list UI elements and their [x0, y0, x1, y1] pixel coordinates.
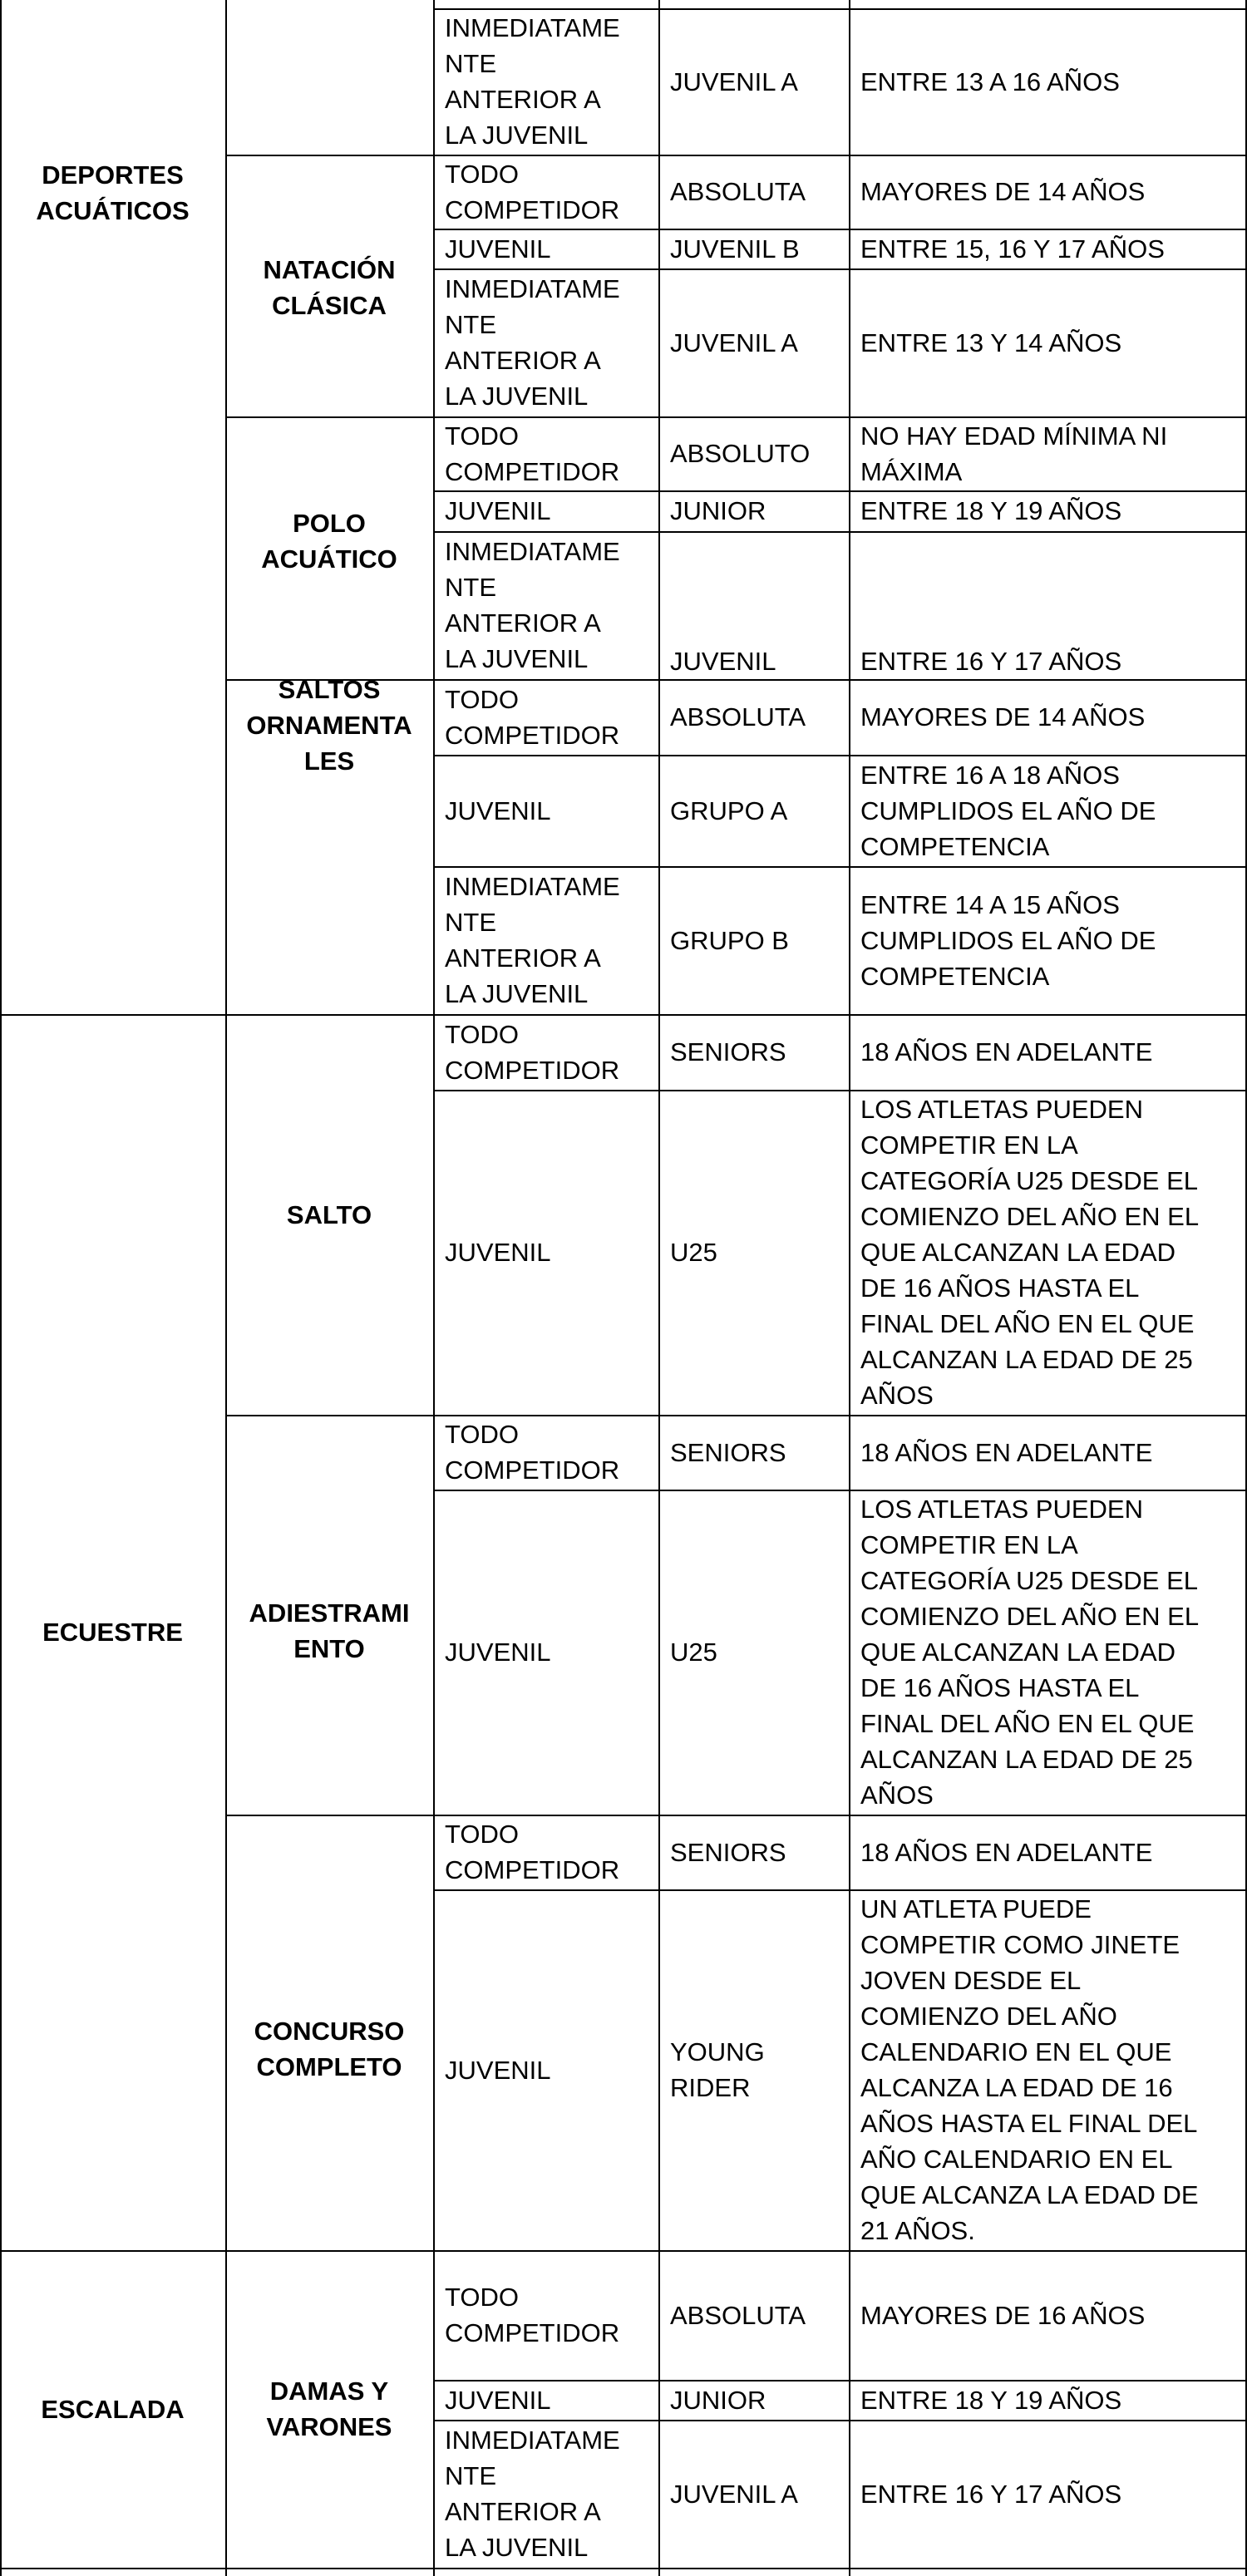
row-category-name [658, 755, 849, 866]
row-category-name-text: JUVENIL [670, 647, 776, 676]
row-age [849, 1090, 1247, 1415]
row-category-text: JUVENIL [445, 496, 551, 525]
row-category [433, 1415, 658, 1490]
row-category-name-text: U25 [670, 1638, 717, 1667]
row-age [849, 229, 1247, 268]
row-age [849, 416, 1247, 490]
row-category-name [658, 490, 849, 531]
row-age [849, 531, 1247, 679]
row-category-text: TODO COMPETIDOR [445, 1420, 620, 1485]
row-category-name [658, 2250, 849, 2380]
discipline-name [225, 2342, 433, 2475]
grid-hline-sport [0, 2568, 225, 2569]
row-age-text: ENTRE 13 Y 14 AÑOS [860, 328, 1122, 357]
row-category-name [658, 155, 849, 229]
row-category-text: JUVENIL [445, 2055, 551, 2085]
row-age-text: 18 AÑOS EN ADELANTE [860, 1837, 1153, 1867]
row-category-text: TODO COMPETIDOR [445, 1820, 620, 1884]
row-category-name [658, 2380, 849, 2420]
row-category [433, 531, 658, 679]
row-category-name-text: SENIORS [670, 1037, 786, 1066]
grid-hline-sport [0, 1014, 225, 1016]
row-age-text: ENTRE 16 A 18 AÑOS CUMPLIDOS EL AÑO DE COMPETENCIA [860, 760, 1156, 861]
row-age [849, 2420, 1247, 2568]
grid-hline-discipline [225, 1014, 433, 1016]
row-category-text: TODO COMPETIDOR [445, 1019, 620, 1085]
row-age-text: ENTRE 16 Y 17 AÑOS [860, 2479, 1122, 2509]
sport-name [0, 143, 225, 243]
row-category-text: INMEDIATAME NTE ANTERIOR A LA JUVENIL [445, 872, 620, 1008]
row-category-name-text: JUVENIL B [670, 234, 800, 264]
discipline-name [225, 475, 433, 608]
row-category-name-text: SENIORS [670, 1437, 786, 1467]
row-age [849, 755, 1247, 866]
grid-hline-discipline [225, 2568, 433, 2569]
row-category-name [658, 679, 849, 755]
discipline-name [225, 658, 433, 791]
row-category-text: TODO COMPETIDOR [445, 421, 620, 486]
row-category-text: INMEDIATAME NTE ANTERIOR A LA JUVENIL [445, 274, 620, 411]
discipline-name [225, 1982, 433, 2115]
row-age-text: ENTRE 15, 16 Y 17 AÑOS [860, 234, 1165, 264]
row-category [433, 866, 658, 1014]
row-category-text: TODO COMPETIDOR [445, 2283, 620, 2347]
row-category-name-text: YOUNG RIDER [670, 2037, 765, 2102]
discipline-name-text: DAMAS Y VARONES [266, 2377, 392, 2441]
row-age-text: 18 AÑOS EN ADELANTE [860, 1437, 1153, 1467]
sport-name-text: ECUESTRE [42, 1617, 183, 1647]
row-age-text: ENTRE 16 Y 17 AÑOS [860, 647, 1122, 676]
sport-name [0, 2359, 225, 2459]
row-category [433, 1014, 658, 1090]
row-category-name-text: JUVENIL A [670, 66, 798, 96]
row-category-text: JUVENIL [445, 1238, 551, 1267]
row-age-text: ENTRE 18 Y 19 AÑOS [860, 496, 1122, 525]
row-category [433, 8, 658, 155]
row-category-text: JUVENIL [445, 795, 551, 825]
row-category [433, 1889, 658, 2250]
row-age-text: ENTRE 18 Y 19 AÑOS [860, 2385, 1122, 2415]
row-category [433, 490, 658, 531]
row-category [433, 2250, 658, 2380]
row-category-name [658, 1490, 849, 1815]
discipline-name-text: CONCURSO COMPLETO [254, 2017, 405, 2081]
row-category-name [658, 1415, 849, 1490]
grid-hline-sport [0, 2250, 225, 2252]
row-category-text: JUVENIL [445, 2385, 551, 2415]
row-category-name [658, 229, 849, 268]
row-category [433, 755, 658, 866]
row-category-name-text: ABSOLUTA [670, 2300, 806, 2330]
discipline-name [225, 1564, 433, 1697]
row-category-text: TODO COMPETIDOR [445, 684, 620, 750]
row-age [849, 268, 1247, 416]
row-age [849, 155, 1247, 229]
grid-hline-discipline [225, 416, 433, 418]
grid-hline-discipline [225, 1415, 433, 1416]
row-category-name-text: JUNIOR [670, 496, 766, 525]
grid-vline [0, 0, 2, 2576]
row-age-text: NO HAY EDAD MÍNIMA NI MÁXIMA [860, 421, 1168, 486]
row-age-text: 18 AÑOS EN ADELANTE [860, 1037, 1153, 1066]
row-category-name [658, 1014, 849, 1090]
grid-hline-discipline [225, 155, 433, 156]
discipline-name-text: NATACIÓN CLÁSICA [263, 255, 396, 320]
row-category-text: TODO COMPETIDOR [445, 159, 620, 224]
discipline-name-text: SALTO [286, 1199, 372, 1229]
row-age [849, 1415, 1247, 1490]
row-age [849, 1490, 1247, 1815]
row-category-name-text: U25 [670, 1238, 717, 1267]
row-category-name-text: GRUPO B [670, 925, 789, 955]
row-category-text: INMEDIATAME NTE ANTERIOR A LA JUVENIL [445, 2426, 620, 2562]
row-category-name [658, 1090, 849, 1415]
row-category-name [658, 268, 849, 416]
row-category [433, 416, 658, 490]
row-age-text: ENTRE 14 A 15 AÑOS CUMPLIDOS EL AÑO DE COMPETENCIA [860, 889, 1156, 991]
row-age-text: ENTRE 13 A 16 AÑOS [860, 66, 1120, 96]
discipline-name-text: POLO ACUÁTICO [261, 509, 397, 574]
row-category-name [658, 531, 849, 679]
row-category-name [658, 2420, 849, 2568]
row-category-name-text: JUVENIL A [670, 2479, 798, 2509]
row-category-name-text: JUNIOR [670, 2385, 766, 2415]
row-category-name [658, 1815, 849, 1889]
row-category-text: JUVENIL [445, 1638, 551, 1667]
row-category [433, 229, 658, 268]
row-category [433, 1815, 658, 1889]
row-category-text: JUVENIL [445, 234, 551, 264]
row-category-text: INMEDIATAME NTE ANTERIOR A LA JUVENIL [445, 537, 620, 673]
row-category-name-text: SENIORS [670, 1837, 786, 1867]
row-age [849, 1889, 1247, 2250]
row-age [849, 490, 1247, 531]
row-category-text: INMEDIATAME NTE ANTERIOR A LA JUVENIL [445, 13, 620, 150]
row-age [849, 1815, 1247, 1889]
row-category [433, 1090, 658, 1415]
discipline-name [225, 221, 433, 354]
row-age [849, 2250, 1247, 2380]
row-age [849, 1014, 1247, 1090]
discipline-name-text: SALTOS ORNAMENTA LES [246, 674, 412, 776]
row-age [849, 2380, 1247, 2420]
row-category-name-text: ABSOLUTA [670, 177, 806, 206]
row-category-name [658, 866, 849, 1014]
grid-hline-discipline [225, 2250, 433, 2252]
row-age [849, 8, 1247, 155]
row-category-name [658, 8, 849, 155]
sport-name [0, 1582, 225, 1682]
row-category-name-text: ABSOLUTO [670, 439, 811, 468]
row-category-name-text: ABSOLUTA [670, 702, 806, 731]
discipline-name-text: ADIESTRAMI ENTO [249, 1598, 410, 1663]
row-category-name [658, 416, 849, 490]
row-age-text: LOS ATLETAS PUEDEN COMPETIR EN LA CATEGORÍA U25 DESDE EL COMIENZO DEL AÑO EN EL QUE ALCANZAN LA EDAD DE 16 AÑOS HASTA EL FINAL DEL AÑO EN EL QUE ALCANZAN LA EDAD DE 25 AÑOS [860, 1095, 1200, 1410]
row-category-name-text: GRUPO A [670, 795, 788, 825]
row-category [433, 155, 658, 229]
grid-hline-row [433, 2568, 1247, 2569]
row-category-name [658, 1889, 849, 2250]
sport-name-text: DEPORTES ACUÁTICOS [36, 160, 190, 225]
sport-name-text: ESCALADA [41, 2394, 185, 2424]
row-age [849, 679, 1247, 755]
row-category [433, 679, 658, 755]
row-age-text: LOS ATLETAS PUEDEN COMPETIR EN LA CATEGORÍA U25 DESDE EL COMIENZO DEL AÑO EN EL QUE ALCANZAN LA EDAD DE 16 AÑOS HASTA EL FINAL DEL AÑO EN EL QUE ALCANZAN LA EDAD DE 25 AÑOS [860, 1495, 1200, 1810]
row-age [849, 866, 1247, 1014]
row-age-text: MAYORES DE 14 AÑOS [860, 702, 1146, 731]
row-age-text: UN ATLETA PUEDE COMPETIR COMO JINETE JOVEN DESDE EL COMIENZO DEL AÑO CALENDARIO EN EL QUE ALCANZA LA EDAD DE 16 AÑOS HASTA EL FINAL DEL AÑO CALENDARIO EN EL QUE ALCANZA LA EDAD DE 21 AÑOS. [860, 1894, 1199, 2245]
row-category [433, 2420, 658, 2568]
row-age-text: MAYORES DE 14 AÑOS [860, 177, 1146, 206]
discipline-name [225, 1148, 433, 1281]
row-category-name-text: JUVENIL A [670, 328, 798, 357]
row-category [433, 2380, 658, 2420]
row-category [433, 268, 658, 416]
row-age-text: MAYORES DE 16 AÑOS [860, 2300, 1146, 2330]
grid-hline-discipline [225, 1815, 433, 1816]
row-category [433, 1490, 658, 1815]
grid-vline [225, 0, 227, 2576]
